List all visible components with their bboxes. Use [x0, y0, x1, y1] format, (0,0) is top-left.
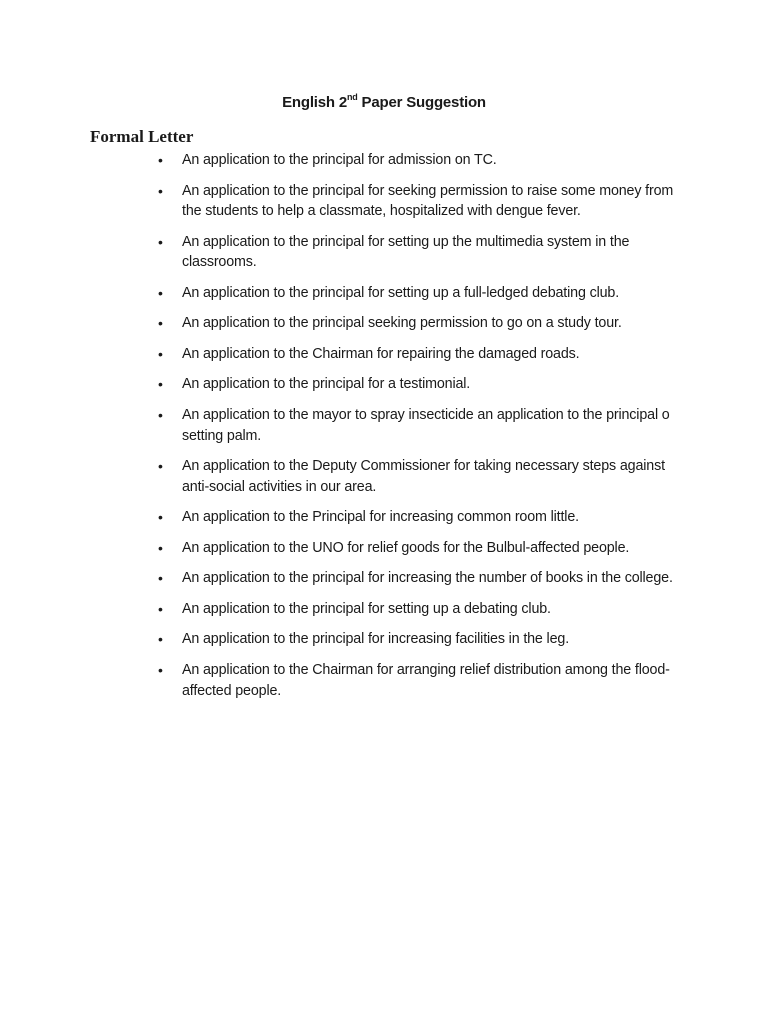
- list-item: [158, 344, 678, 365]
- list-item-text: An application to the principal for setting up a full-ledged debating club.: [182, 284, 620, 301]
- list-item-text: An application to the principal seeking permission to go on a study tour.: [182, 315, 622, 332]
- bullet-icon: •: [158, 570, 163, 587]
- list-item: [158, 283, 678, 304]
- page-title: [0, 93, 768, 111]
- title-rest: Paper Suggestion: [357, 94, 486, 111]
- list-item-text: An application to the UNO for relief goods for the Bulbul-affected people.: [182, 539, 630, 556]
- bullet-icon: •: [158, 182, 163, 199]
- list-item: [158, 538, 678, 559]
- bullet-icon: •: [158, 152, 163, 168]
- bullet-icon: •: [158, 406, 163, 423]
- list-item-text: An application to the Chairman for arranging relief distribution among the flood-affected people.: [182, 661, 670, 699]
- list-item: [158, 232, 678, 273]
- list-item: [158, 374, 678, 395]
- bullet-icon: •: [158, 233, 163, 250]
- list-item-text: An application to the principal for increasing facilities in the leg.: [182, 631, 570, 648]
- bullet-icon: •: [158, 345, 163, 362]
- bullet-icon: •: [158, 284, 163, 301]
- list-item-text: An application to the Deputy Commissioner for taking necessary steps against anti-social activities in our area.: [182, 458, 665, 495]
- list-item: [158, 456, 678, 497]
- list-item-text: An application to the principal for setting up a debating club.: [182, 600, 551, 617]
- list-item: [158, 181, 678, 222]
- formal-letter-list: [158, 150, 678, 711]
- list-item: [158, 568, 678, 589]
- list-item: [158, 599, 678, 620]
- section-heading-formal-letter: Formal Letter: [90, 127, 194, 146]
- list-item-text: An application to the principal for increasing the number of books in the college.: [182, 570, 673, 587]
- title-superscript: nd: [346, 92, 358, 102]
- list-item-text: An application to the Chairman for repairing the damaged roads.: [182, 345, 580, 362]
- bullet-icon: •: [158, 509, 163, 526]
- title-main: English 2: [282, 94, 347, 111]
- bullet-icon: •: [158, 539, 163, 556]
- list-item: [158, 150, 678, 171]
- bullet-icon: •: [158, 600, 163, 617]
- list-item-text: An application to the principal for a testimonial.: [182, 376, 471, 393]
- bullet-icon: •: [158, 661, 163, 678]
- list-item: [158, 507, 678, 528]
- bullet-icon: •: [158, 458, 163, 475]
- bullet-icon: •: [158, 376, 163, 393]
- bullet-icon: •: [158, 315, 163, 332]
- bullet-icon: •: [158, 631, 163, 648]
- list-item: [158, 313, 678, 334]
- list-item-text: An application to the principal for setting up the multimedia system in the classrooms.: [182, 233, 630, 271]
- list-item: [158, 405, 678, 446]
- list-item: [158, 629, 678, 650]
- list-item-text: An application to the mayor to spray insecticide an application to the principal o setting palm.: [182, 406, 670, 444]
- list-item-text: An application to the principal for admission on TC.: [182, 152, 497, 168]
- list-item: [158, 660, 678, 701]
- list-item-text: An application to the principal for seeking permission to raise some money from the students to help a classmate, hospitalized with dengue fever.: [182, 182, 674, 220]
- list-item-text: An application to the Principal for increasing common room little.: [182, 509, 579, 526]
